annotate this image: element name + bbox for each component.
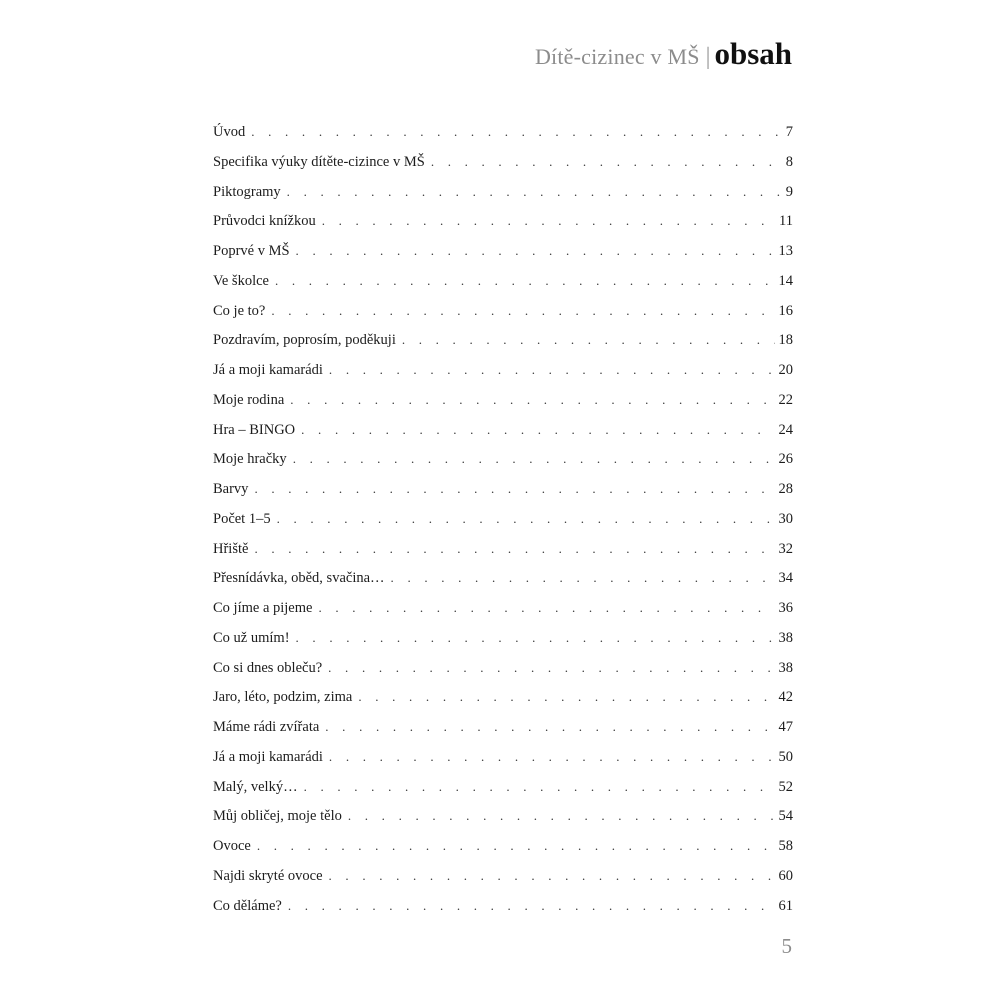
toc-entry-title: Máme rádi zvířata	[213, 719, 320, 735]
toc-entry-title: Úvod	[213, 124, 246, 140]
toc-entry-page: 26	[778, 451, 793, 468]
toc-entry-page: 14	[778, 272, 793, 289]
toc-entry-page: 38	[778, 659, 793, 676]
toc-entry-title: Poprvé v MŠ	[213, 243, 290, 259]
dot-leader	[254, 534, 774, 564]
toc-entry-title: Co už umím!	[213, 629, 290, 646]
toc-entry	[213, 236, 793, 266]
toc-entry-title: Barvy	[213, 481, 249, 497]
dot-leader	[257, 831, 775, 861]
header-separator: |	[705, 44, 711, 70]
dot-leader	[328, 653, 774, 683]
dot-leader	[322, 206, 775, 236]
toc-entry-title: Co je to?	[213, 302, 266, 319]
dot-leader	[296, 236, 775, 266]
toc-entry-title: Co děláme?	[213, 897, 282, 914]
toc-entry-page: 30	[778, 510, 793, 527]
toc-entry-page: 32	[778, 540, 793, 557]
toc-entry-page: 50	[778, 748, 793, 765]
toc-entry-page: 7	[785, 124, 793, 140]
dot-leader	[296, 623, 775, 653]
toc-entry-page: 52	[778, 778, 793, 795]
toc-entry-title: Co jíme a pijeme	[213, 600, 313, 616]
page-title: obsah	[714, 36, 792, 71]
toc-entry	[213, 772, 793, 802]
toc-entry	[213, 712, 793, 742]
dot-leader	[301, 415, 774, 445]
dot-leader	[329, 355, 775, 385]
toc-entry-page: 20	[778, 362, 793, 378]
toc-entry	[213, 534, 793, 564]
toc-entry-page: 22	[778, 391, 793, 408]
toc-entry	[213, 593, 793, 623]
dot-leader	[251, 117, 782, 147]
toc-entry	[213, 206, 793, 236]
dot-leader	[287, 177, 782, 207]
toc-entry-page: 8	[785, 153, 793, 170]
toc-entry	[213, 415, 793, 445]
toc-entry-page: 34	[778, 570, 793, 587]
dot-leader	[318, 593, 774, 623]
toc-entry-title: Pozdravím, poprosím, poděkuji	[213, 332, 396, 349]
toc-entry-title: Hřiště	[213, 540, 249, 557]
dot-leader	[402, 325, 775, 355]
toc-entry-page: 18	[778, 332, 793, 349]
toc-entry-title: Piktogramy	[213, 183, 281, 200]
toc-entry	[213, 444, 793, 474]
dot-leader	[277, 504, 775, 534]
toc-entry-page: 36	[778, 600, 793, 616]
toc-entry	[213, 831, 793, 861]
toc-entry	[213, 563, 793, 593]
dot-leader	[325, 712, 774, 742]
toc-entry	[213, 682, 793, 712]
toc-entry-title: Hra – BINGO	[213, 421, 296, 438]
toc-entry-page: 9	[785, 183, 793, 200]
toc-entry	[213, 266, 793, 296]
dot-leader	[288, 891, 775, 921]
toc-entry	[213, 474, 793, 504]
dot-leader	[254, 474, 774, 504]
toc-entry	[213, 801, 793, 831]
dot-leader	[348, 801, 775, 831]
toc-entry-title: Najdi skryté ovoce	[213, 867, 323, 884]
dot-leader	[275, 266, 775, 296]
toc-entry-page: 11	[779, 213, 793, 230]
toc-entry-title: Můj obličej, moje tělo	[213, 808, 342, 825]
toc-entry-title: Já a moji kamarádi	[213, 748, 323, 765]
toc-entry	[213, 891, 793, 921]
toc-entry	[213, 861, 793, 891]
dot-leader	[293, 444, 775, 474]
toc-entry-title: Ve školce	[213, 272, 269, 289]
dot-leader	[391, 563, 775, 593]
toc-entry-title: Specifika výuky dítěte-cizince v MŠ	[213, 153, 425, 170]
toc-entry	[213, 117, 793, 147]
toc-entry-title: Jaro, léto, podzim, zima	[213, 689, 353, 706]
toc-entry-page: 28	[778, 481, 793, 497]
toc-entry	[213, 504, 793, 534]
toc-entry	[213, 385, 793, 415]
page-header	[535, 38, 792, 69]
toc-entry-title: Ovoce	[213, 838, 251, 854]
toc-entry	[213, 325, 793, 355]
toc-entry-title: Přesnídávka, oběd, svačina…	[213, 570, 385, 587]
toc-entry-page: 16	[778, 302, 793, 319]
toc-entry-title: Moje hračky	[213, 451, 287, 468]
table-of-contents	[213, 117, 793, 920]
toc-entry-page: 61	[778, 897, 793, 914]
toc-entry-title: Počet 1–5	[213, 510, 271, 527]
dot-leader	[431, 147, 782, 177]
toc-entry	[213, 742, 793, 772]
toc-entry	[213, 653, 793, 683]
dot-leader	[329, 742, 775, 772]
toc-entry-page: 42	[778, 689, 793, 706]
toc-entry	[213, 296, 793, 326]
dot-leader	[271, 296, 774, 326]
toc-entry	[213, 177, 793, 207]
book-title: Dítě-cizinec v MŠ	[534, 44, 700, 69]
toc-entry-title: Malý, velký…	[213, 778, 298, 795]
toc-entry	[213, 355, 793, 385]
toc-entry-page: 13	[778, 243, 793, 259]
toc-entry-page: 38	[778, 629, 793, 646]
toc-entry-title: Průvodci knížkou	[213, 213, 316, 230]
toc-entry-page: 58	[778, 838, 793, 854]
toc-entry-title: Co si dnes obleču?	[213, 659, 323, 676]
toc-entry	[213, 147, 793, 177]
toc-entry-page: 60	[778, 867, 793, 884]
dot-leader	[290, 385, 774, 415]
toc-entry-title: Moje rodina	[213, 391, 285, 408]
toc-entry-title: Já a moji kamarádi	[213, 362, 323, 378]
dot-leader	[358, 682, 774, 712]
toc-entry-page: 24	[778, 421, 793, 438]
toc-entry	[213, 623, 793, 653]
toc-entry-page: 47	[778, 719, 793, 735]
toc-entry-page: 54	[778, 808, 793, 825]
page-number: 5	[781, 934, 792, 958]
dot-leader	[329, 861, 775, 891]
dot-leader	[304, 772, 775, 802]
